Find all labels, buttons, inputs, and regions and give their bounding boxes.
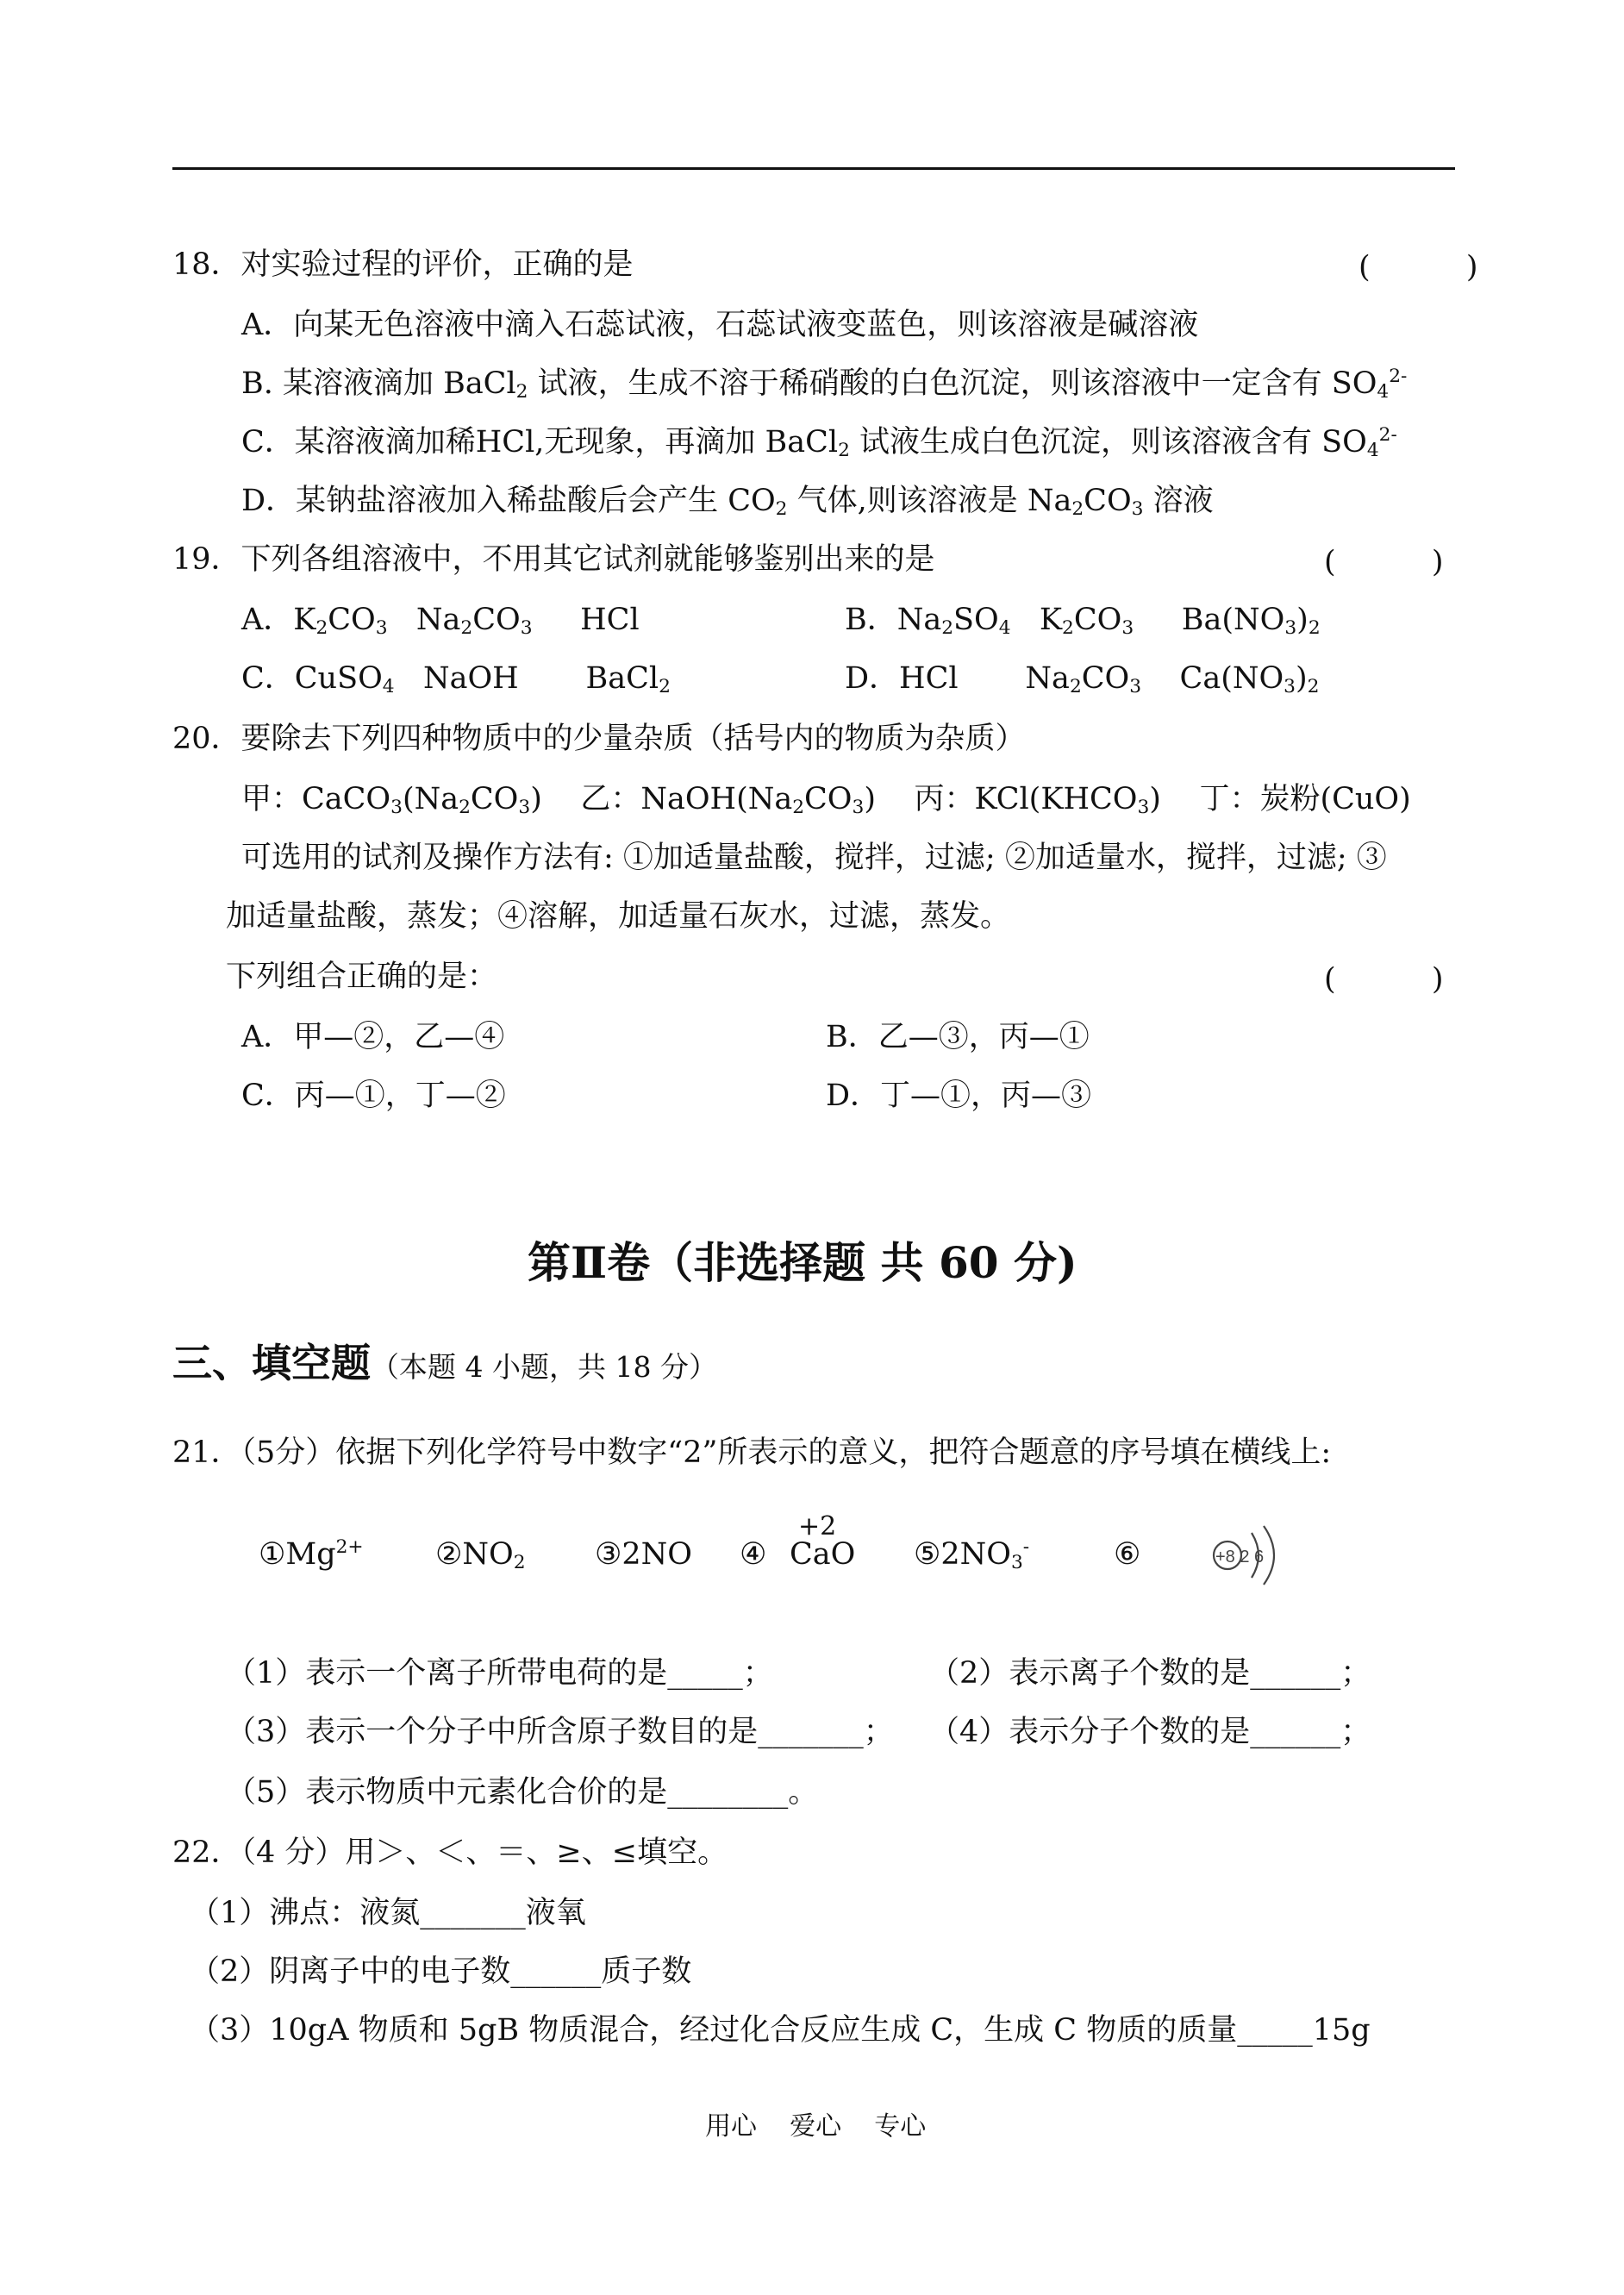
q19-answer-paren: ( ) (1324, 545, 1444, 579)
q18-option-b: B. 某溶液滴加 BaCl$_2$ 试液，生成不溶于稀硝酸的白色沉淀，则该溶液中一定含有 $SO_4^{2-}$ (241, 365, 1408, 403)
q21-part-2: （2）表示离子个数的是______； (929, 1656, 1371, 1691)
q18-option-c: C．某溶液滴加稀HCl,无现象，再滴加 BaCl$_2$ 试液生成白色沉淀，则该溶液含有 $SO_4^{2-}$ (241, 423, 1397, 461)
q21-symbol-2: $②NO_2$ (435, 1537, 526, 1573)
q21-symbol-4-valence: +2 (798, 1511, 837, 1541)
q22-part-1: （1）沸点：液氮_______液氧 (190, 1896, 586, 1930)
q18-stem: 18．对实验过程的评价，正确的是 (172, 247, 634, 282)
page-footer: 用心 爱心 专心 (705, 2111, 927, 2142)
q20-answer-paren: ( ) (1324, 962, 1444, 997)
q20-option-c: C．丙—①，丁—② (241, 1079, 506, 1113)
atom-structure-icon (1209, 1524, 1303, 1602)
q20-option-d: D．丁—①，丙—③ (826, 1079, 1092, 1113)
q18-option-a: A．向某无色溶液中滴入石蕊试液，石蕊试液变蓝色，则该溶液是碱溶液 (241, 308, 1199, 342)
q19-option-b: B．$Na_2SO_4$ $K_2CO_3$ $Ba(NO_3)_2$ (845, 603, 1321, 639)
q21-stem: 21．（5分）依据下列化学符号中数字“2”所表示的意义，把符合题意的序号填在横线上: (172, 1435, 1332, 1470)
q21-symbol-3: ③2NO (595, 1537, 692, 1572)
atom-label: +8 2 6 (1215, 1548, 1265, 1566)
q21-symbol-4-prefix: ④ (740, 1537, 767, 1572)
section3-note: （本题 4 小题，共 18 分） (371, 1350, 717, 1384)
q19-option-c: C．CuSO$_4$ NaOH BaCl$_2$ (241, 661, 671, 697)
q21-part-4: （4）表示分子个数的是______； (929, 1715, 1371, 1749)
section3-heading (172, 1340, 717, 1386)
q22-part-2: （2）阴离子中的电子数______质子数 (190, 1954, 692, 1989)
part2-title: 第Ⅱ卷（非选择题 共 60 分) (528, 1237, 1077, 1288)
q19-stem: 19．下列各组溶液中，不用其它试剂就能够鉴别出来的是 (172, 542, 935, 577)
q20-items: 甲：$CaCO_3(Na_2CO_3)$ 乙：$NaOH(Na_2CO_3)$ 丙：$KCl(KHCO_3)$ 丁：炭粉(CuO) (241, 782, 1411, 818)
section3-title: 三、填空题 (172, 1340, 371, 1386)
q20-ask: 下列组合正确的是： (226, 960, 498, 994)
q21-part-5: （5）表示物质中元素化合价的是________。 (226, 1775, 819, 1810)
q20-option-b: B．乙—③，丙—① (826, 1020, 1090, 1054)
q21-part-3: （3）表示一个分子中所含原子数目的是_______； (226, 1715, 894, 1749)
atom-structure-diagram (1209, 1524, 1303, 1602)
q21-symbol-5: $⑤2NO_3^-$ (914, 1535, 1030, 1573)
q21-symbol-4-formula: CaO (790, 1537, 856, 1572)
q21-symbol-6: ⑥ (1114, 1537, 1141, 1572)
q21-symbol-1: $①Mg^{2+}$ (259, 1535, 364, 1572)
q20-stem: 20．要除去下列四种物质中的少量杂质（括号内的物质为杂质） (172, 722, 1026, 756)
q20-methods-line2: 加适量盐酸，蒸发；④溶解，加适量石灰水，过滤，蒸发。 (226, 899, 1011, 934)
header-rule (172, 167, 1455, 170)
q19-option-d: D．HCl $Na_2CO_3$ $Ca(NO_3)_2$ (845, 661, 1320, 697)
q22-part-3: （3）10gA 物质和 5gB 物质混合，经过化合反应生成 C，生成 C 物质的质量_____15g (190, 2013, 1371, 2048)
q21-part-1: （1）表示一个离子所带电荷的是_____； (226, 1656, 773, 1691)
q20-methods-line1: 可选用的试剂及操作方法有: ①加适量盐酸，搅拌，过滤; ②加适量水，搅拌，过滤; ③ (241, 841, 1387, 875)
q18-answer-paren: ( ) (1359, 250, 1478, 285)
q22-stem: 22．（4 分）用＞、＜、＝、≥、≤填空。 (172, 1835, 728, 1870)
q20-option-a: A．甲—②，乙—④ (241, 1020, 505, 1054)
q19-option-a: A．$K_2CO_3$ $Na_2CO_3$ HCl (241, 603, 640, 639)
q18-option-d: D．某钠盐溶液加入稀盐酸后会产生 $CO_2$ 气体,则该溶液是 $Na_2CO_3$ 溶液 (241, 484, 1214, 520)
